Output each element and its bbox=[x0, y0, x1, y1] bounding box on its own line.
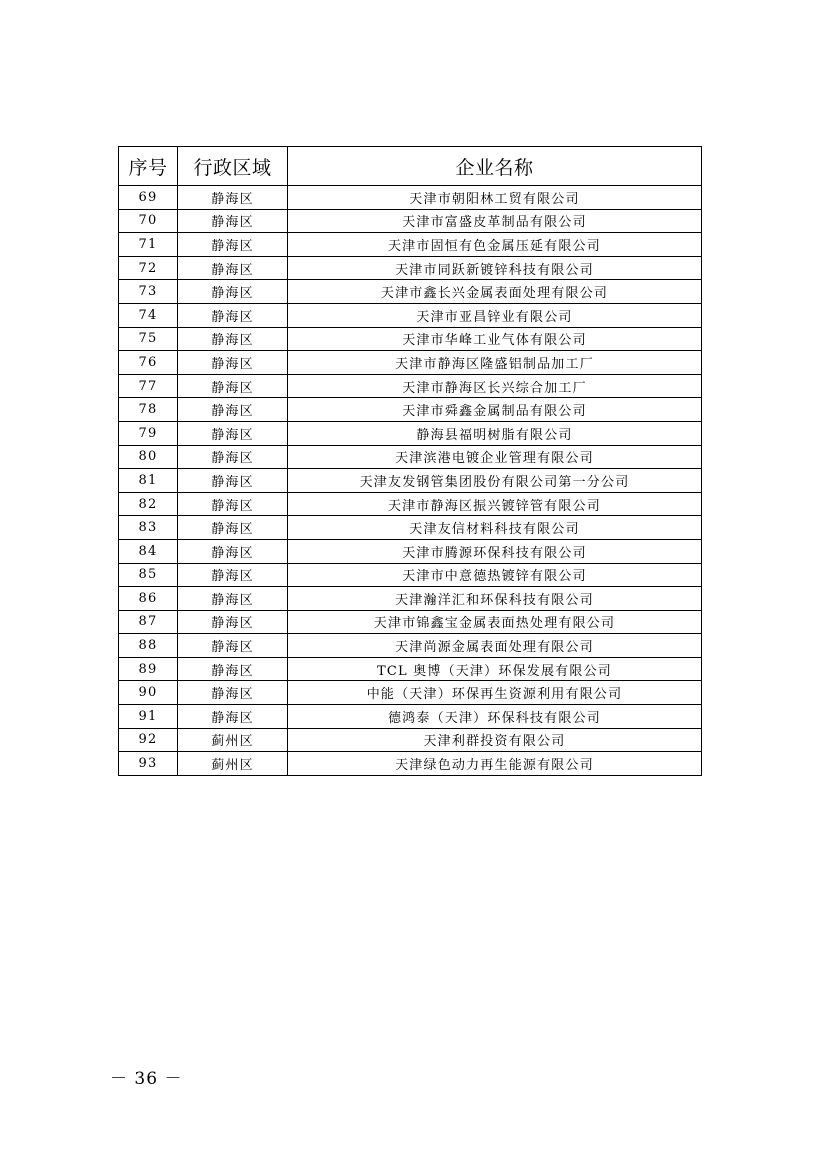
cell-name: 天津市静海区振兴镀锌管有限公司 bbox=[288, 492, 702, 516]
cell-region: 静海区 bbox=[178, 303, 288, 327]
cell-no: 73 bbox=[119, 280, 178, 304]
cell-no: 82 bbox=[119, 492, 178, 516]
cell-name: 天津市朝阳林工贸有限公司 bbox=[288, 186, 702, 210]
cell-name: 天津市富盛皮革制品有限公司 bbox=[288, 209, 702, 233]
cell-no: 81 bbox=[119, 469, 178, 493]
cell-name: 天津市静海区长兴综合加工厂 bbox=[288, 374, 702, 398]
cell-region: 静海区 bbox=[178, 374, 288, 398]
table-row bbox=[119, 186, 702, 210]
cell-name: TCL 奥博（天津）环保发展有限公司 bbox=[288, 657, 702, 681]
header-no: 序号 bbox=[119, 147, 178, 186]
cell-name: 德鸿泰（天津）环保科技有限公司 bbox=[288, 705, 702, 729]
table-row bbox=[119, 374, 702, 398]
cell-name: 天津市华峰工业气体有限公司 bbox=[288, 327, 702, 351]
table-row bbox=[119, 516, 702, 540]
cell-region: 蓟州区 bbox=[178, 752, 288, 776]
cell-region: 静海区 bbox=[178, 186, 288, 210]
table-row bbox=[119, 421, 702, 445]
cell-region: 静海区 bbox=[178, 398, 288, 422]
cell-no: 77 bbox=[119, 374, 178, 398]
cell-no: 91 bbox=[119, 705, 178, 729]
cell-name: 天津市中意德热镀锌有限公司 bbox=[288, 563, 702, 587]
cell-no: 80 bbox=[119, 445, 178, 469]
table-row bbox=[119, 256, 702, 280]
cell-region: 静海区 bbox=[178, 634, 288, 658]
cell-no: 85 bbox=[119, 563, 178, 587]
header-region: 行政区域 bbox=[178, 147, 288, 186]
cell-no: 92 bbox=[119, 728, 178, 752]
cell-name: 天津市锦鑫宝金属表面热处理有限公司 bbox=[288, 610, 702, 634]
cell-name: 天津市腾源环保科技有限公司 bbox=[288, 539, 702, 563]
cell-name: 天津尚源金属表面处理有限公司 bbox=[288, 634, 702, 658]
cell-no: 83 bbox=[119, 516, 178, 540]
cell-no: 78 bbox=[119, 398, 178, 422]
cell-region: 静海区 bbox=[178, 421, 288, 445]
cell-name: 天津滨港电镀企业管理有限公司 bbox=[288, 445, 702, 469]
cell-name: 天津市舜鑫金属制品有限公司 bbox=[288, 398, 702, 422]
cell-no: 87 bbox=[119, 610, 178, 634]
enterprise-table bbox=[118, 146, 702, 776]
table-row bbox=[119, 587, 702, 611]
cell-region: 蓟州区 bbox=[178, 728, 288, 752]
cell-no: 90 bbox=[119, 681, 178, 705]
cell-no: 75 bbox=[119, 327, 178, 351]
cell-region: 静海区 bbox=[178, 539, 288, 563]
cell-no: 69 bbox=[119, 186, 178, 210]
table-row bbox=[119, 209, 702, 233]
table-row bbox=[119, 280, 702, 304]
cell-name: 天津友发钢管集团股份有限公司第一分公司 bbox=[288, 469, 702, 493]
cell-name: 中能（天津）环保再生资源利用有限公司 bbox=[288, 681, 702, 705]
cell-name: 天津市固恒有色金属压延有限公司 bbox=[288, 233, 702, 257]
table-row bbox=[119, 634, 702, 658]
cell-region: 静海区 bbox=[178, 705, 288, 729]
header-name: 企业名称 bbox=[288, 147, 702, 186]
table-row bbox=[119, 469, 702, 493]
table-row bbox=[119, 398, 702, 422]
cell-region: 静海区 bbox=[178, 209, 288, 233]
cell-name: 天津友信材料科技有限公司 bbox=[288, 516, 702, 540]
cell-no: 79 bbox=[119, 421, 178, 445]
table-row bbox=[119, 327, 702, 351]
cell-no: 84 bbox=[119, 539, 178, 563]
cell-no: 72 bbox=[119, 256, 178, 280]
cell-name: 天津市亚昌锌业有限公司 bbox=[288, 303, 702, 327]
table-row bbox=[119, 351, 702, 375]
cell-no: 71 bbox=[119, 233, 178, 257]
cell-no: 86 bbox=[119, 587, 178, 611]
cell-region: 静海区 bbox=[178, 351, 288, 375]
cell-no: 74 bbox=[119, 303, 178, 327]
cell-no: 88 bbox=[119, 634, 178, 658]
page-number: － 36 － bbox=[110, 1069, 183, 1089]
cell-name: 天津瀚洋汇和环保科技有限公司 bbox=[288, 587, 702, 611]
table-body bbox=[119, 186, 702, 776]
cell-no: 76 bbox=[119, 351, 178, 375]
table-row bbox=[119, 752, 702, 776]
table-header-row bbox=[119, 147, 702, 186]
table-row bbox=[119, 445, 702, 469]
cell-no: 93 bbox=[119, 752, 178, 776]
cell-name: 天津绿色动力再生能源有限公司 bbox=[288, 752, 702, 776]
table-row bbox=[119, 563, 702, 587]
table-row bbox=[119, 705, 702, 729]
table-row bbox=[119, 657, 702, 681]
cell-no: 89 bbox=[119, 657, 178, 681]
cell-region: 静海区 bbox=[178, 327, 288, 351]
cell-region: 静海区 bbox=[178, 492, 288, 516]
cell-name: 天津市鑫长兴金属表面处理有限公司 bbox=[288, 280, 702, 304]
cell-region: 静海区 bbox=[178, 233, 288, 257]
cell-region: 静海区 bbox=[178, 610, 288, 634]
table-row bbox=[119, 303, 702, 327]
table-row bbox=[119, 492, 702, 516]
cell-name: 天津市同跃新镀锌科技有限公司 bbox=[288, 256, 702, 280]
cell-region: 静海区 bbox=[178, 469, 288, 493]
cell-region: 静海区 bbox=[178, 681, 288, 705]
cell-region: 静海区 bbox=[178, 657, 288, 681]
table-row bbox=[119, 681, 702, 705]
cell-region: 静海区 bbox=[178, 516, 288, 540]
cell-region: 静海区 bbox=[178, 587, 288, 611]
cell-region: 静海区 bbox=[178, 563, 288, 587]
cell-name: 天津市静海区隆盛铝制品加工厂 bbox=[288, 351, 702, 375]
table-row bbox=[119, 728, 702, 752]
cell-name: 静海县福明树脂有限公司 bbox=[288, 421, 702, 445]
cell-region: 静海区 bbox=[178, 280, 288, 304]
cell-region: 静海区 bbox=[178, 445, 288, 469]
table-row bbox=[119, 233, 702, 257]
cell-region: 静海区 bbox=[178, 256, 288, 280]
table-row bbox=[119, 610, 702, 634]
table-row bbox=[119, 539, 702, 563]
cell-name: 天津利群投资有限公司 bbox=[288, 728, 702, 752]
cell-no: 70 bbox=[119, 209, 178, 233]
